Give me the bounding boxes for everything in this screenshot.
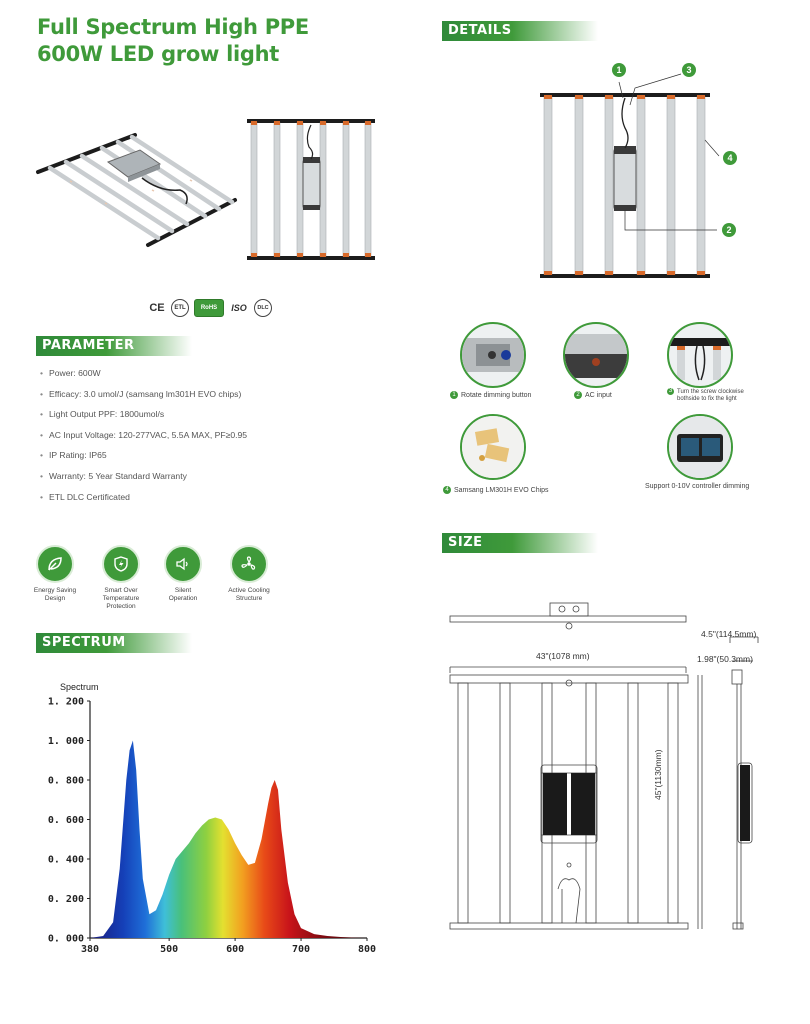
- parameter-item: • AC Input Voltage: 120-277VAC, 5.5A MAX, PF≥0.95: [40, 425, 247, 446]
- caption-text: bothside to fix the light: [677, 396, 737, 403]
- caption-text: Turn the screw clockwise: [677, 389, 744, 396]
- detail-screw-image: [667, 322, 733, 388]
- spectrum-chart: [40, 676, 390, 956]
- detail-chips-image: [460, 414, 526, 480]
- y-tick-label: 0. 000: [47, 933, 84, 945]
- shield-bolt-icon: [102, 545, 140, 583]
- feature-icons: [20, 545, 284, 611]
- callout-2: 2: [722, 223, 736, 237]
- product-title: [37, 14, 309, 68]
- caption-text: Support 0-10V controller dimming: [645, 483, 750, 490]
- detail-controller-image: [667, 414, 733, 480]
- parameter-heading: PARAMETER: [36, 336, 192, 356]
- y-tick-label: 0. 600: [47, 815, 84, 826]
- callout-4: 4: [723, 151, 737, 165]
- leaf-icon: [36, 545, 74, 583]
- title-line-1: Full Spectrum High PPE: [37, 15, 309, 39]
- feature-label: Structure: [235, 595, 263, 602]
- certification-logos: [148, 299, 272, 317]
- spectrum-series-area: [90, 741, 367, 939]
- feature-label: Temperature Protection: [102, 595, 140, 610]
- details-heading: DETAILS: [442, 21, 598, 41]
- x-tick-label: 700: [292, 944, 311, 955]
- parameter-item: • Light Output PPF: 1800umol/s: [40, 404, 247, 425]
- x-tick-label: 800: [357, 944, 377, 955]
- size-heading: SIZE: [442, 533, 598, 553]
- product-perspective-image: [30, 120, 240, 255]
- parameter-item: • IP Rating: IP65: [40, 445, 247, 466]
- caption-number: 2: [574, 391, 582, 399]
- parameter-item: • Warranty: 5 Year Standard Warranty: [40, 466, 247, 487]
- parameter-item: • Power: 600W: [40, 363, 247, 384]
- detail-caption: [574, 391, 612, 399]
- parameter-item: • Efficacy: 3.0 umol/J (samsang lm301H EVO chips): [40, 384, 247, 405]
- y-tick-label: 0. 800: [47, 775, 84, 787]
- parameter-list: [40, 363, 247, 507]
- y-tick-label: 0. 400: [47, 854, 84, 866]
- feature-label: Energy Saving: [33, 587, 77, 594]
- size-width-label: 43"(1078 mm): [536, 651, 590, 661]
- y-tick-label: 0. 200: [47, 894, 84, 905]
- detail-caption: [443, 486, 549, 494]
- feature-label: Active Cooling: [228, 587, 270, 594]
- callout-3: 3: [682, 63, 696, 77]
- detail-caption: [667, 388, 744, 403]
- feature-label: Smart Over: [104, 587, 138, 594]
- feature-temperature-protection: [90, 545, 152, 611]
- detail-caption: [450, 391, 531, 399]
- ce-mark-icon: CE: [149, 302, 165, 314]
- caption-text: Rotate dimming button: [461, 391, 532, 399]
- etl-mark-icon: ETL: [171, 299, 189, 317]
- caption-number: 1: [450, 391, 458, 399]
- detail-ac-input-image: [563, 322, 629, 388]
- size-height-label: 45"(1130mm): [653, 749, 663, 800]
- caption-text: Samsang LM301H EVO Chips: [454, 486, 549, 494]
- feature-active-cooling: [214, 545, 284, 611]
- title-line-2: 600W LED grow light: [37, 42, 280, 66]
- feature-label: Design: [44, 595, 66, 602]
- detail-dimming-button-image: [460, 322, 526, 388]
- x-tick-label: 500: [160, 944, 179, 955]
- product-front-image: [245, 117, 377, 262]
- feature-silent-operation: [152, 545, 214, 611]
- spectrum-heading: SPECTRUM: [36, 633, 192, 653]
- rohs-mark-icon: RoHS: [194, 299, 224, 317]
- detail-caption: [645, 483, 749, 490]
- caption-text: AC input: [585, 391, 612, 399]
- x-tick-label: 600: [226, 944, 245, 955]
- parameter-item: • ETL DLC Certificated: [40, 487, 247, 508]
- feature-energy-saving: [20, 545, 90, 611]
- y-tick-label: 1. 200: [47, 696, 84, 708]
- details-front-image: [535, 60, 745, 285]
- callout-1: 1: [612, 63, 626, 77]
- dlc-mark-icon: DLC: [254, 299, 272, 317]
- caption-number: 4: [443, 486, 451, 494]
- feature-label: Silent: [174, 587, 192, 594]
- size-depth-label-2: 1.98"(50.3mm): [697, 654, 753, 664]
- y-tick-label: 1. 000: [47, 736, 84, 747]
- feature-label: Operation: [168, 595, 198, 602]
- speaker-icon: [164, 545, 202, 583]
- fan-icon: [230, 545, 268, 583]
- x-tick-label: 380: [80, 944, 100, 955]
- size-depth-label: 4.5"(114.5mm): [701, 629, 757, 639]
- iso-mark-icon: ISO: [231, 303, 247, 313]
- caption-number: 3: [668, 388, 673, 394]
- y-axis-label: Spectrum: [60, 682, 99, 692]
- size-drawing: [440, 595, 770, 935]
